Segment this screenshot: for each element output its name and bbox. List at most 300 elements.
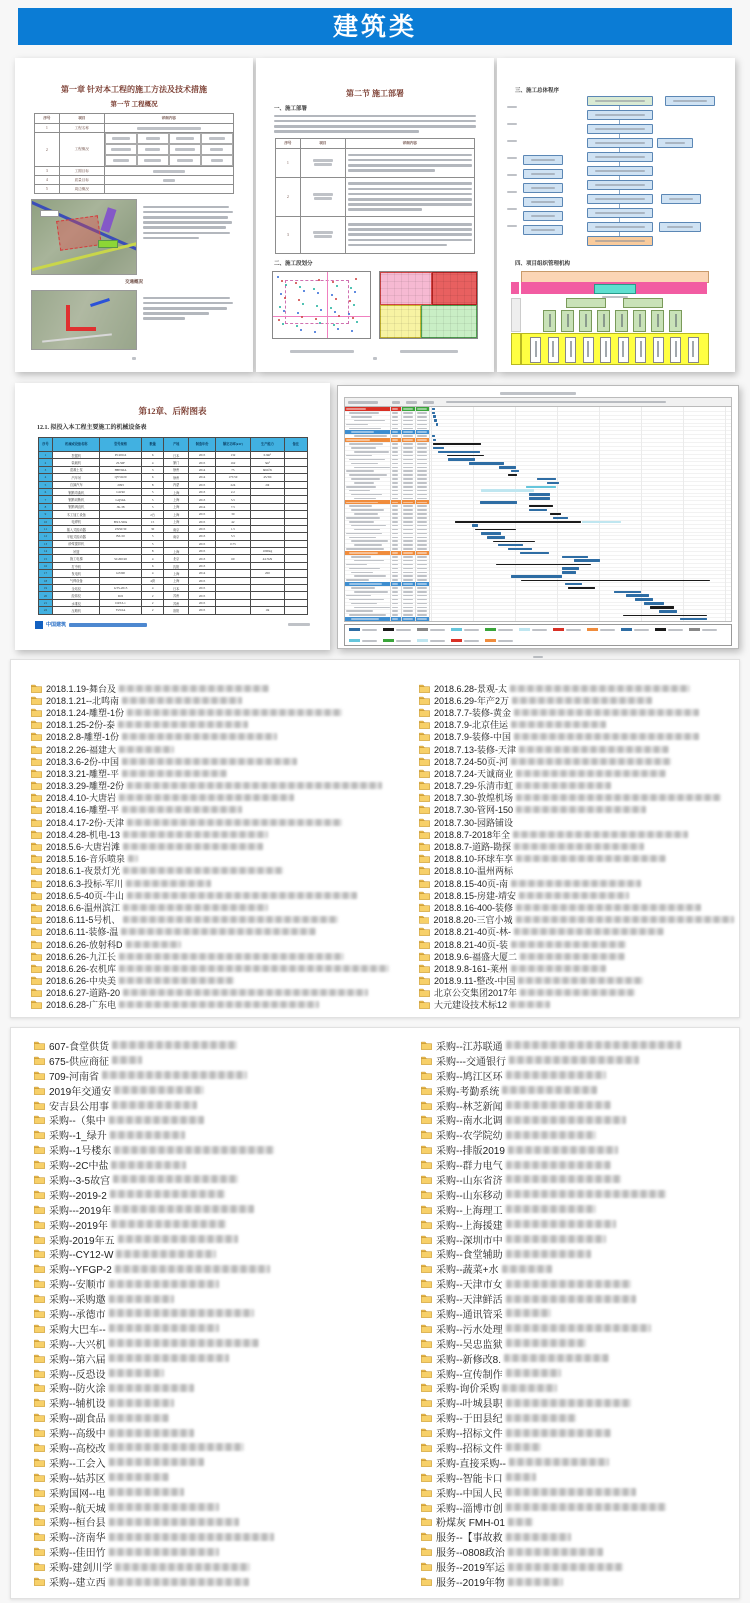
legend-item [655, 628, 683, 631]
folder-item-label: 采购--通讯管采 [436, 1309, 503, 1321]
folder-item[interactable] [421, 1261, 736, 1276]
folder-item[interactable] [421, 1425, 736, 1440]
redacted-text [516, 770, 666, 777]
folder-item-label: 采购--姑苏区 [49, 1473, 106, 1485]
folder-item[interactable] [34, 1246, 404, 1261]
folder-icon [419, 854, 430, 863]
folder-item[interactable] [421, 1515, 736, 1530]
folder-item[interactable] [34, 1276, 404, 1291]
legend-item [451, 639, 479, 642]
folder-item[interactable] [31, 865, 401, 877]
redacted-text [516, 904, 701, 911]
equipment-th: 制造年份 [188, 438, 215, 452]
folder-icon [34, 1086, 45, 1095]
folder-icon [419, 745, 430, 754]
gantt-bar [526, 486, 556, 489]
redacted-text [109, 1458, 204, 1466]
traffic-map-image [31, 290, 137, 350]
redacted-text [508, 1518, 533, 1526]
document-preview-equipment[interactable] [15, 383, 330, 650]
redacted-text [506, 1220, 616, 1228]
folder-icon [31, 805, 42, 814]
org-left-label [511, 298, 521, 332]
redacted-text [109, 1443, 244, 1451]
folder-item[interactable] [421, 1395, 736, 1410]
equipment-th: 序号 [38, 438, 53, 452]
folder-item[interactable] [34, 1202, 404, 1217]
folder-item[interactable] [31, 840, 401, 852]
construction-flowchart [507, 96, 725, 254]
folder-item[interactable] [31, 938, 401, 950]
redacted-text [123, 989, 368, 996]
folder-icon [421, 1428, 432, 1437]
folder-icon [31, 708, 42, 717]
gantt-bar [521, 580, 710, 581]
flow-step-box [587, 124, 653, 134]
folder-icon [421, 1532, 432, 1541]
redacted-text [508, 1146, 618, 1154]
folder-icon [34, 1056, 45, 1065]
folder-item[interactable] [34, 1559, 404, 1574]
folder-item[interactable] [421, 1380, 736, 1395]
folder-list-procurement [10, 1027, 740, 1599]
folder-item[interactable] [31, 889, 401, 901]
folder-item[interactable] [421, 1410, 736, 1425]
folder-item[interactable] [419, 828, 734, 840]
folder-item[interactable] [31, 975, 401, 987]
folder-item[interactable] [421, 1500, 736, 1515]
folder-item[interactable] [34, 1068, 404, 1083]
folder-item[interactable] [421, 1470, 736, 1485]
folder-item[interactable] [31, 828, 401, 840]
folder-item-label: 采购--招标文件 [436, 1429, 503, 1441]
folder-item[interactable] [34, 1336, 404, 1351]
folder-item[interactable] [421, 1172, 736, 1187]
folder-item[interactable] [31, 755, 401, 767]
redacted-text [506, 1503, 666, 1511]
folder-item[interactable] [34, 1098, 404, 1113]
folder-item[interactable] [31, 950, 401, 962]
folder-icon [419, 732, 430, 741]
folder-item[interactable] [421, 1246, 736, 1261]
folder-item[interactable] [34, 1232, 404, 1247]
folder-item[interactable] [419, 755, 734, 767]
folder-item-label: 采购--高校改 [49, 1444, 106, 1455]
redacted-text [506, 1295, 636, 1303]
folder-item[interactable] [419, 926, 734, 938]
legend-item [519, 628, 547, 631]
flow-step-box [587, 222, 653, 232]
flow-side-box [523, 169, 563, 179]
doc1-th-item: 项目 [59, 114, 104, 124]
folder-item[interactable] [34, 1500, 404, 1515]
legend-item [485, 628, 513, 631]
folder-item[interactable] [421, 1351, 736, 1366]
folder-item[interactable] [419, 938, 734, 950]
legend-item [417, 639, 445, 642]
folder-item[interactable] [34, 1083, 404, 1098]
gantt-bar [568, 587, 595, 590]
folder-icon [419, 988, 430, 997]
folder-item[interactable] [421, 1112, 736, 1127]
folder-item[interactable] [421, 1544, 736, 1559]
folder-item-label: 采购--上海援建 [436, 1220, 503, 1232]
folder-item[interactable] [34, 1291, 404, 1306]
equipment-th: 生产能力 [250, 438, 285, 452]
gantt-bar [472, 524, 478, 527]
folder-item-label: 2018.7.9-装修-中国 [434, 732, 512, 743]
folder-item[interactable] [34, 1410, 404, 1425]
folder-icon [34, 1517, 45, 1526]
gantt-bar [508, 548, 532, 551]
folder-icon [421, 1086, 432, 1095]
folder-icon [421, 1354, 432, 1363]
folder-item[interactable] [34, 1395, 404, 1410]
folder-item[interactable] [421, 1306, 736, 1321]
redacted-text [506, 1324, 651, 1332]
folder-item[interactable] [419, 962, 734, 974]
gantt-bar [529, 505, 553, 508]
gantt-bar [644, 602, 664, 605]
legend-item [417, 628, 445, 631]
folder-item[interactable] [421, 1068, 736, 1083]
folder-icon [419, 781, 430, 790]
flow-step-box [587, 152, 653, 162]
folder-item[interactable] [419, 950, 734, 962]
redacted-text [506, 1533, 571, 1541]
folder-item[interactable] [421, 1366, 736, 1381]
doc2-paragraph [274, 115, 476, 133]
folder-item-label: 2018.7.29-乐清市虹 [434, 781, 514, 792]
folder-item[interactable] [421, 1142, 736, 1157]
folder-item-label: 2018.4.17-2份-天津 [46, 817, 125, 828]
flow-right-box [657, 138, 693, 148]
folder-icon [419, 684, 430, 693]
gantt-bar [481, 489, 534, 492]
folder-item[interactable] [421, 1559, 736, 1574]
folder-item[interactable] [421, 1291, 736, 1306]
folder-item-label: 2018.6.27-道路-20 [46, 988, 121, 999]
folder-item[interactable] [419, 889, 734, 901]
folder-icon [34, 1443, 45, 1452]
folder-item-label: 2018.6.1-夜景灯光 [46, 866, 121, 877]
folder-item[interactable] [31, 901, 401, 913]
folder-item[interactable] [34, 1574, 404, 1589]
folder-item[interactable] [421, 1529, 736, 1544]
redacted-text [122, 770, 227, 777]
document-preview-deployment[interactable] [256, 58, 494, 372]
redacted-text [506, 1161, 611, 1169]
gantt-bar [520, 552, 549, 555]
folder-item[interactable] [421, 1053, 736, 1068]
folder-item[interactable] [31, 719, 401, 731]
gantt-bar [447, 455, 485, 456]
folder-item[interactable] [421, 1157, 736, 1172]
folder-item[interactable] [419, 694, 734, 706]
folder-item[interactable] [419, 975, 734, 987]
folder-item[interactable] [419, 865, 734, 877]
folder-item[interactable] [34, 1366, 404, 1381]
folder-item[interactable] [34, 1172, 404, 1187]
folder-item[interactable] [421, 1217, 736, 1232]
gantt-bar [650, 606, 674, 609]
gantt-bar [659, 610, 677, 613]
folder-icon [34, 1398, 45, 1407]
folder-icon [421, 1339, 432, 1348]
folder-item-label: 采购--群力电气 [436, 1161, 503, 1173]
redacted-text [514, 843, 644, 850]
folder-item-label: 2018.5.16-音乐喷泉 [46, 854, 126, 865]
folder-item-label: 2018.8.7-道路-勘探 [434, 842, 512, 853]
gantt-bar [680, 618, 707, 621]
folder-item[interactable] [421, 1485, 736, 1500]
folder-item[interactable] [421, 1187, 736, 1202]
folder-item-label: 2018.2.8-雕塑-1份 [46, 732, 120, 743]
redacted-text [123, 904, 268, 911]
folder-item[interactable] [34, 1425, 404, 1440]
folder-icon [31, 684, 42, 693]
folder-item[interactable] [31, 743, 401, 755]
gantt-bar [432, 408, 436, 411]
document-preview-methods[interactable] [15, 58, 253, 372]
redacted-text [121, 928, 316, 935]
folder-item[interactable] [419, 914, 734, 926]
folder-item[interactable] [421, 1127, 736, 1142]
folder-icon [421, 1503, 432, 1512]
folder-icon [34, 1235, 45, 1244]
folder-icon [34, 1115, 45, 1124]
folder-item[interactable] [421, 1276, 736, 1291]
folder-item[interactable] [31, 999, 401, 1011]
folder-item[interactable] [34, 1157, 404, 1172]
folder-icon [34, 1532, 45, 1541]
redacted-text [127, 892, 357, 899]
folder-item[interactable] [421, 1336, 736, 1351]
gantt-bar [511, 470, 519, 473]
folder-item[interactable] [31, 682, 401, 694]
folder-item[interactable] [419, 792, 734, 804]
folder-icon [31, 915, 42, 924]
folder-item[interactable] [34, 1544, 404, 1559]
folder-item-label: 采购-2019年五 [49, 1235, 115, 1247]
folder-item[interactable] [419, 743, 734, 755]
folder-item[interactable] [421, 1083, 736, 1098]
folder-item[interactable] [31, 731, 401, 743]
folder-item[interactable] [421, 1574, 736, 1589]
folder-item[interactable] [34, 1321, 404, 1336]
folder-item-label: 2018.2.26-福建大 [46, 744, 117, 755]
redacted-text [109, 1548, 219, 1556]
redacted-text [511, 721, 606, 728]
folder-item-label: 2018.8.10-环球车享 [434, 854, 514, 865]
folder-item[interactable] [421, 1455, 736, 1470]
folder-item[interactable] [419, 840, 734, 852]
folder-item[interactable] [421, 1038, 736, 1053]
folder-item[interactable] [34, 1217, 404, 1232]
folder-item-label: 采购--宣传制作 [436, 1369, 503, 1381]
folder-item-label: 采购--大兴机 [49, 1339, 106, 1351]
folder-item[interactable] [31, 804, 401, 816]
folder-item[interactable] [419, 731, 734, 743]
redacted-text [510, 1001, 550, 1008]
folder-icon [34, 1279, 45, 1288]
folder-icon [34, 1547, 45, 1556]
folder-item[interactable] [34, 1261, 404, 1276]
gantt-bar [469, 462, 504, 465]
document-preview-flowchart[interactable] [497, 58, 735, 372]
folder-item-label: 2018.6.26-放射科D [46, 939, 123, 950]
folder-item-label: 采购--排版2019 [436, 1146, 505, 1158]
redacted-text [116, 1250, 216, 1258]
folder-item[interactable] [31, 816, 401, 828]
redacted-text [516, 794, 721, 801]
folder-item[interactable] [419, 804, 734, 816]
folder-column-left [34, 1038, 404, 1589]
folder-item[interactable] [34, 1142, 404, 1157]
redacted-text [506, 1473, 536, 1481]
folder-item[interactable] [31, 853, 401, 865]
folder-item[interactable] [419, 706, 734, 718]
folder-item[interactable] [34, 1127, 404, 1142]
redacted-text [115, 1563, 250, 1571]
folder-item[interactable] [421, 1321, 736, 1336]
redacted-text [506, 1414, 576, 1422]
folder-item[interactable] [419, 780, 734, 792]
folder-item[interactable] [419, 767, 734, 779]
gantt-bar [508, 474, 517, 477]
folder-item-label: 采购--天津市女 [436, 1280, 503, 1292]
legend-item [621, 628, 649, 631]
folder-icon [419, 866, 430, 875]
folder-item-label: 安吉县公用事 [49, 1101, 109, 1113]
gantt-header-row [344, 397, 732, 407]
redacted-text [119, 685, 269, 692]
folder-item[interactable] [421, 1202, 736, 1217]
folder-icon [421, 1249, 432, 1258]
folder-item[interactable] [31, 767, 401, 779]
folder-item-label: 采购--农学院幼 [436, 1131, 503, 1143]
folder-item[interactable] [31, 987, 401, 999]
gantt-bar [635, 598, 653, 601]
gantt-bar [498, 544, 524, 547]
folder-item-label: 2018.6.28-广东电 [46, 1000, 117, 1011]
folder-item[interactable] [34, 1470, 404, 1485]
folder-item[interactable] [31, 792, 401, 804]
redacted-text [504, 1354, 609, 1362]
folder-item[interactable] [31, 706, 401, 718]
gantt-chart-area [431, 407, 731, 621]
folder-item[interactable] [31, 962, 401, 974]
folder-item[interactable] [419, 901, 734, 913]
folder-item[interactable] [419, 999, 734, 1011]
folder-item[interactable] [34, 1455, 404, 1470]
redacted-text [118, 721, 248, 728]
folder-item[interactable] [419, 682, 734, 694]
folder-item[interactable] [419, 987, 734, 999]
folder-item-label: 采购--招标文件 [436, 1444, 503, 1455]
folder-item[interactable] [421, 1098, 736, 1113]
folder-item[interactable] [419, 719, 734, 731]
folder-item-label: 2018.7.24-50页-河 [434, 756, 509, 767]
folder-item[interactable] [419, 877, 734, 889]
folder-icon [34, 1101, 45, 1110]
folder-icon [34, 1309, 45, 1318]
gantt-bar [562, 571, 576, 574]
equipment-th: 数量 [141, 438, 163, 452]
redacted-text [126, 880, 211, 887]
folder-item-label: 2018.7.7-装修-黄金 [434, 707, 512, 718]
folder-icon [421, 1324, 432, 1333]
folder-item[interactable] [421, 1440, 736, 1455]
folder-icon [34, 1562, 45, 1571]
folder-item[interactable] [31, 780, 401, 792]
folder-icon [34, 1458, 45, 1467]
flow-step-box [587, 96, 653, 106]
doc4-title: 第12章、后附图表 [138, 406, 207, 416]
flow-side-box [523, 211, 563, 221]
folder-item-label: 2018.7.13-装修-天津 [434, 744, 517, 755]
folder-item[interactable] [34, 1515, 404, 1530]
folder-item-label: 服务--0808政治 [436, 1548, 505, 1560]
folder-item[interactable] [31, 926, 401, 938]
folder-item-label: 2018.1.25-2份-泰 [46, 720, 116, 731]
folder-item[interactable] [34, 1351, 404, 1366]
folder-item-label: 采购--济南华 [49, 1533, 106, 1545]
folder-item[interactable] [34, 1053, 404, 1068]
folder-item[interactable] [34, 1485, 404, 1500]
folder-icon [34, 1041, 45, 1050]
redacted-text [114, 1205, 254, 1213]
folder-item[interactable] [31, 914, 401, 926]
redacted-text [122, 758, 297, 765]
gantt-schedule-preview[interactable] [337, 385, 739, 649]
redacted-text [511, 880, 641, 887]
folder-icon [31, 842, 42, 851]
folder-item[interactable] [31, 694, 401, 706]
folder-item-label: 2018.3.21-雕塑-平 [46, 768, 120, 779]
folder-item[interactable] [34, 1187, 404, 1202]
redacted-text [109, 1429, 194, 1437]
zoning-plan-diagram [379, 271, 478, 339]
folder-item[interactable] [419, 816, 734, 828]
redacted-text [502, 1086, 597, 1094]
folder-item[interactable] [34, 1038, 404, 1053]
folder-item-label: 2018.1.21--北鸣南 [46, 695, 120, 706]
folder-item[interactable] [34, 1440, 404, 1455]
folder-item-label: 2018.8.20-三官小城 [433, 915, 513, 926]
legend-item [383, 639, 411, 642]
folder-item-label: 服务--2019年物 [436, 1578, 505, 1590]
folder-item-label: 采购--1_绿升 [49, 1131, 107, 1143]
folder-item[interactable] [34, 1112, 404, 1127]
redacted-text [506, 1399, 631, 1407]
folder-item[interactable] [34, 1380, 404, 1395]
folder-item[interactable] [421, 1232, 736, 1247]
folder-item[interactable] [31, 877, 401, 889]
folder-item-label: 采购--采购邀 [49, 1295, 106, 1307]
folder-item[interactable] [34, 1306, 404, 1321]
gantt-bar [436, 423, 439, 426]
folder-item[interactable] [419, 853, 734, 865]
folder-item-label: 采购--CY12-W [49, 1250, 114, 1262]
folder-item-label: 2018.9.11-整改-中国 [434, 976, 516, 987]
folder-item-label: 2018.8.7-2018年全 [434, 829, 511, 840]
redacted-text [119, 965, 389, 972]
gantt-bar [562, 567, 579, 570]
folder-item[interactable] [34, 1529, 404, 1544]
org-green-box [623, 298, 663, 308]
gantt-bar [537, 478, 557, 481]
